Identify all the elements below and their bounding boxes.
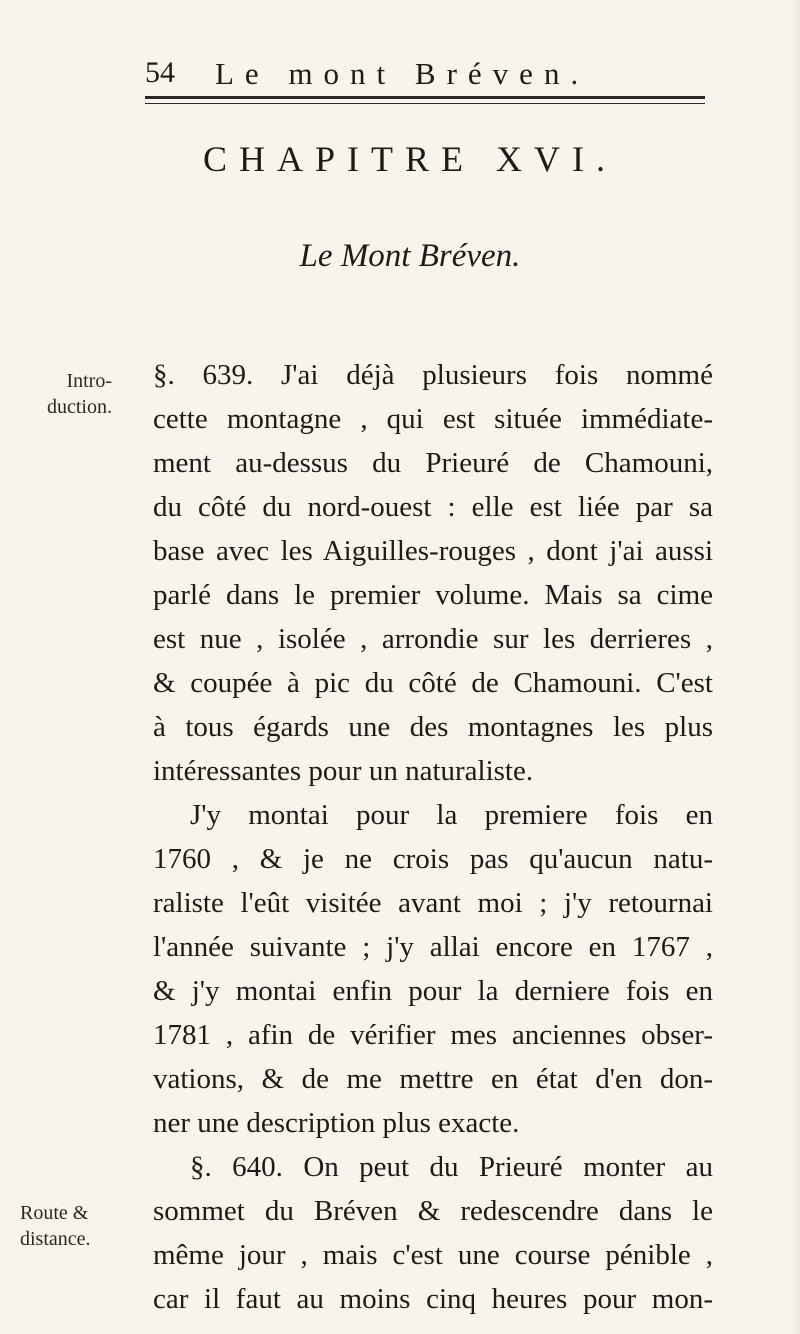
body-line: parlé dans le premier volume. Mais sa cime [153,579,713,611]
page-edge-shadow [792,0,800,1334]
page-number: 54 [145,56,175,89]
body-line: cette montagne , qui est située immédiate- [153,403,713,435]
body-line: J'y montai pour la premiere fois en [190,799,713,831]
body-line: du côté du nord-ouest : elle est liée par sa [153,491,713,523]
running-head [145,56,705,96]
margin-note-line: duction. [47,396,112,418]
body-line: car il faut au moins cinq heures pour mon- [153,1283,713,1315]
margin-note-route [20,1200,130,1252]
body-line: ment au-dessus du Prieuré de Chamouni, [153,447,713,479]
body-line: sommet du Bréven & redescendre dans le [153,1195,713,1227]
body-line: à tous égards une des montagnes les plus [153,711,713,743]
body-line: §. 639. J'ai déjà plusieurs fois nommé [153,359,713,391]
body-line: base avec les Aiguilles-rouges , dont j'ai aussi [153,535,713,567]
body-line: intéressantes pour un naturaliste. [153,755,534,787]
body-line: même jour , mais c'est une course pénible , [153,1239,713,1271]
body-line: est nue , isolée , arrondie sur les derrieres , [153,623,713,655]
margin-note-line: Intro- [66,370,112,392]
body-line: ner une description plus exacte. [153,1107,520,1139]
body-line: 1781 , afin de vérifier mes anciennes obser- [153,1019,713,1051]
body-line: 1760 , & je ne crois pas qu'aucun natu- [153,843,713,875]
running-title: Le mont Bréven. [215,56,590,91]
body-line: l'année suivante ; j'y allai encore en 1767 , [153,931,713,963]
chapter-heading: CHAPITRE XVI. [203,139,617,179]
body-line: raliste l'eût visitée avant moi ; j'y retournai [153,887,713,919]
margin-note-introduction [20,368,112,420]
chapter-subtitle: Le Mont Bréven. [299,238,521,274]
body-line: vations, & de me mettre en état d'en don- [153,1063,713,1095]
body-line: & j'y montai enfin pour la derniere fois en [153,975,713,1007]
margin-note-line: distance. [20,1228,91,1250]
header-rule-thick [145,96,705,99]
margin-note-line: Route & [20,1202,89,1224]
body-line: §. 640. On peut du Prieuré monter au [190,1151,713,1183]
header-rule-thin [145,103,705,104]
body-line: & coupée à pic du côté de Chamouni. C'est [153,667,713,699]
